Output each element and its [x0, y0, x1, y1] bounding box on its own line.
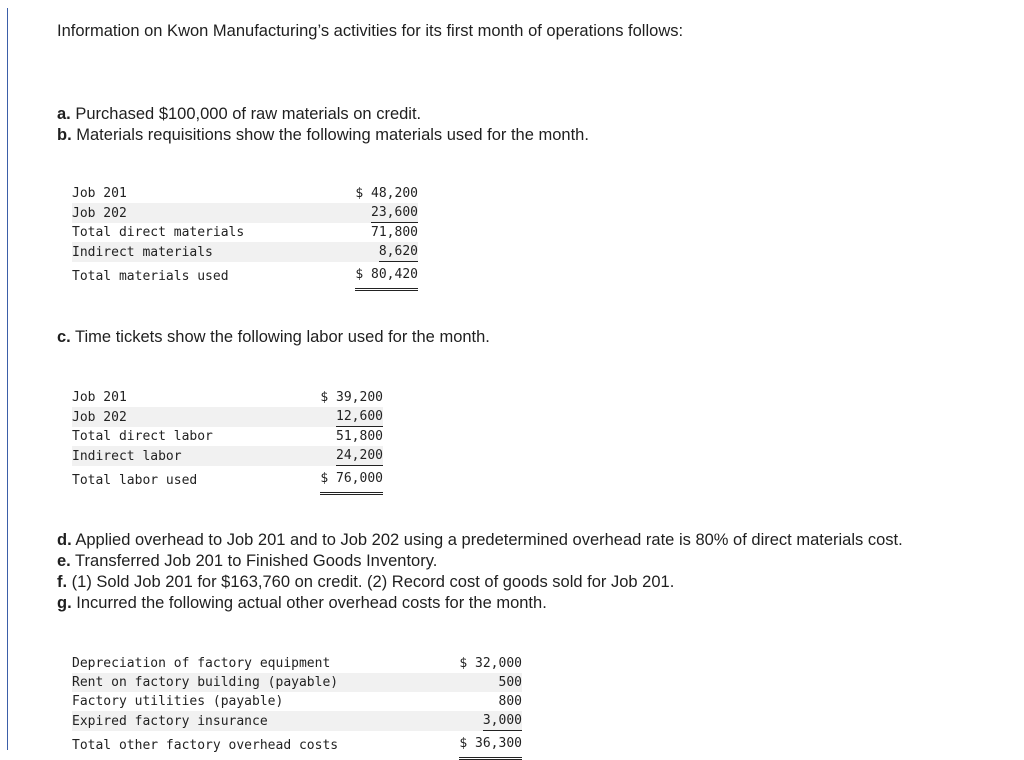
row-label: Job 201: [72, 390, 127, 405]
item-f: [57, 572, 903, 593]
materials-table: [72, 184, 418, 291]
row-amount: 23,600: [318, 203, 418, 223]
item-d-text: Applied overhead to Job 201 and to Job 202 using a predetermined overhead rate is 80% of direct materials cost.: [71, 531, 903, 549]
item-e-text: Transferred Job 201 to Finished Goods Inventory.: [70, 552, 438, 570]
table-row: [72, 446, 383, 466]
row-label: Total direct materials: [72, 225, 245, 240]
table-row: [72, 654, 522, 673]
item-e: [57, 551, 903, 572]
table-row: [72, 388, 383, 407]
row-amount: 8,620: [318, 242, 418, 262]
item-d-letter: d.: [57, 531, 72, 549]
item-f-letter: f.: [57, 573, 68, 591]
table-row: [72, 711, 522, 731]
row-amount: 71,800: [371, 225, 418, 240]
item-g: [57, 593, 903, 614]
item-b-letter: b.: [57, 126, 72, 144]
row-label: Depreciation of factory equipment: [72, 656, 331, 671]
item-a-text: Purchased $100,000 of raw materials on credit.: [70, 105, 422, 123]
table-row: [72, 692, 522, 711]
row-amount: 500: [432, 673, 522, 692]
table-row: [72, 731, 522, 760]
item-e-letter: e.: [57, 552, 71, 570]
row-amount: 3,000: [432, 711, 522, 731]
row-label: Factory utilities (payable): [72, 694, 284, 709]
table-row: [72, 466, 383, 495]
row-amount: $ 32,000: [459, 656, 522, 671]
table-row: [72, 673, 522, 692]
item-d: [57, 530, 903, 551]
left-border-rule: [7, 8, 8, 750]
row-amount: $ 48,200: [355, 186, 418, 201]
row-amount: $ 80,420: [318, 262, 418, 291]
row-amount: 12,600: [298, 407, 383, 427]
item-c-block: [57, 327, 490, 348]
item-b: [57, 125, 589, 146]
item-c-letter: c.: [57, 328, 71, 346]
row-label: Total other factory overhead costs: [72, 737, 339, 753]
row-label: Job 201: [72, 186, 127, 201]
item-b-text: Materials requisitions show the following materials used for the month.: [71, 126, 589, 144]
table-row: [72, 184, 418, 203]
row-amount: $ 36,300: [432, 731, 522, 760]
row-label: Total labor used: [72, 472, 198, 488]
row-amount: 51,800: [336, 429, 383, 444]
table-row: [72, 262, 418, 291]
table-row: [72, 427, 383, 446]
labor-table: [72, 388, 383, 495]
item-c-text: Time tickets show the following labor used for the month.: [70, 328, 490, 346]
table-row: [72, 407, 383, 427]
item-f-text: (1) Sold Job 201 for $163,760 on credit. (2) Record cost of goods sold for Job 201.: [67, 573, 675, 591]
row-label: Total direct labor: [72, 429, 213, 444]
row-amount: $ 76,000: [298, 466, 383, 495]
row-label: Indirect materials: [72, 242, 318, 262]
items-d-g: [57, 530, 903, 614]
item-c: [57, 327, 490, 348]
item-a: [57, 104, 589, 125]
intro-text: Information on Kwon Manufacturing’s activities for its first month of operations follows:: [57, 22, 684, 40]
row-label: Job 202: [72, 203, 318, 223]
table-row: [72, 223, 418, 242]
row-label: Total materials used: [72, 268, 229, 284]
row-amount: 800: [498, 694, 522, 709]
row-label: Rent on factory building (payable): [72, 673, 432, 692]
overhead-table: [72, 654, 522, 760]
row-label: Expired factory insurance: [72, 711, 432, 731]
row-label: Indirect labor: [72, 446, 298, 466]
items-a-b: [57, 104, 589, 146]
row-amount: $ 39,200: [320, 390, 383, 405]
table-row: [72, 203, 418, 223]
row-label: Job 202: [72, 407, 298, 427]
item-a-letter: a.: [57, 105, 71, 123]
item-g-letter: g.: [57, 594, 72, 612]
table-row: [72, 242, 418, 262]
item-g-text: Incurred the following actual other overhead costs for the month.: [71, 594, 547, 612]
row-amount: 24,200: [298, 446, 383, 466]
